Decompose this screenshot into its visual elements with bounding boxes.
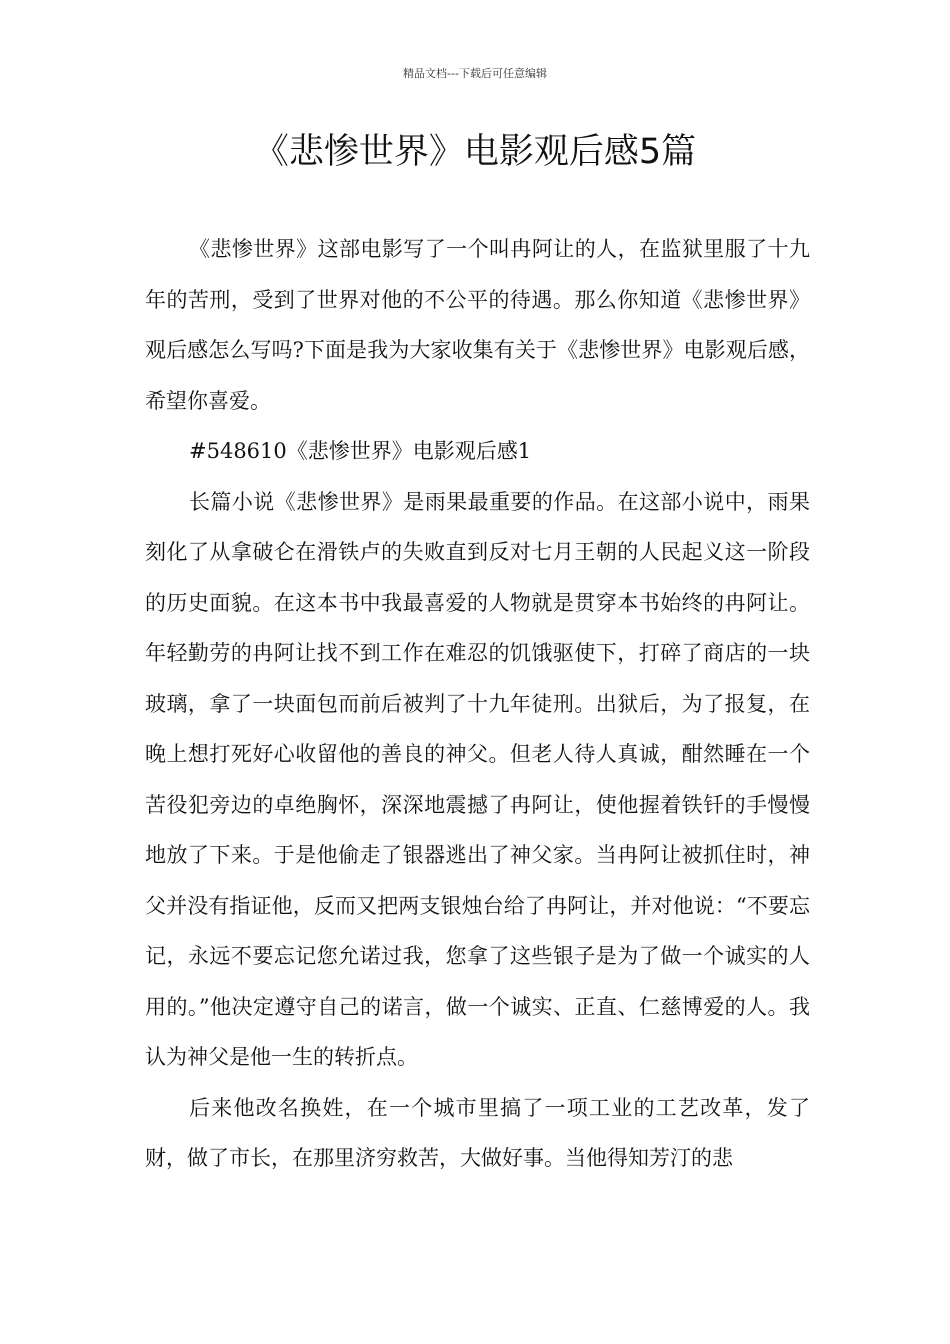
section-heading: #548610《悲惨世界》电影观后感1 — [189, 439, 532, 463]
document-body — [145, 224, 810, 1184]
paragraph-intro: 《悲惨世界》这部电影写了一个叫冉阿让的人，在监狱里服了十九年的苦刑，受到了世界对他的不公平的待遇。那么你知道《悲惨世界》观后感怎么写吗?下面是我为大家收集有关于《悲惨世界》电影观后感，希望你喜爱。 — [145, 237, 810, 413]
header-note: 精品文档---下载后可任意编辑 — [403, 67, 547, 80]
document-title: 《悲惨世界》电影观后感5篇 — [253, 132, 697, 172]
paragraph-review-2: 后来他改名换姓，在一个城市里搞了一项工业的工艺改革，发了财，做了市长，在那里济穷救苦，大做好事。当他得知芳汀的悲 — [145, 1095, 810, 1170]
paragraph-review-1: 长篇小说《悲惨世界》是雨果最重要的作品。在这部小说中，雨果刻化了从拿破仑在滑铁卢的失败直到反对七月王朝的人民起义这一阶段的历史面貌。在这本书中我最喜爱的人物就是贯穿本书始终的冉阿让。年轻勤劳的冉阿让找不到工作在难忍的饥饿驱使下，打碎了商店的一块玻璃，拿了一块面包而前后被判了十九年徒刑。出狱后，为了报复，在晚上想打死好心收留他的善良的神父。但老人待人真诚，酣然睡在一个苦役犯旁边的卓绝胸怀，深深地震撼了冉阿让，使他握着铁钎的手慢慢地放了下来。于是他偷走了银器逃出了神父家。当冉阿让被抓住时，神父并没有指证他，反而又把两支银烛台给了冉阿让，并对他说：“不要忘记，永远不要忘记您允诺过我，您拿了这些银子是为了做一个诚实的人用的。”他决定遵守自己的诺言，做一个诚实、正直、仁慈博爱的人。我认为神父是他一生的转折点。 — [145, 489, 810, 1069]
